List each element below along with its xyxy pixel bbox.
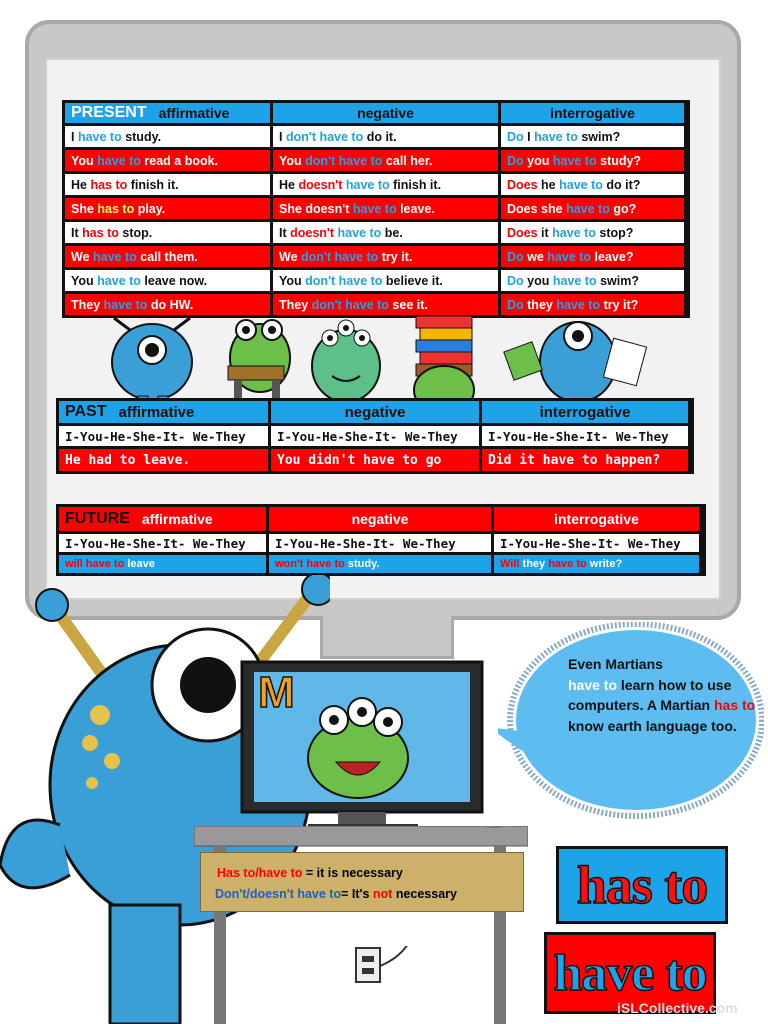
text-segment: he <box>537 177 560 192</box>
present-row-interrogative <box>501 222 684 243</box>
text-segment: you <box>523 273 553 288</box>
text-segment: it <box>511 452 535 468</box>
green-monster-desk-icon <box>228 320 290 408</box>
present-row-interrogative <box>501 174 684 195</box>
text-segment: have to <box>552 273 597 288</box>
text-segment: call them. <box>136 249 198 264</box>
text-segment: don't have to <box>285 129 364 144</box>
text-segment: be. <box>381 225 403 240</box>
text-segment: don't have to <box>305 273 383 288</box>
present-row-interrogative <box>501 198 684 219</box>
text-segment: study? <box>596 153 642 168</box>
future-example-affirmative <box>59 555 266 573</box>
text-segment: have to <box>559 177 603 192</box>
present-table <box>62 100 690 318</box>
text-segment: read a book. <box>140 153 219 168</box>
text-segment: you <box>523 153 553 168</box>
text-segment: play. <box>134 201 166 216</box>
has-to-label: has to <box>556 846 728 924</box>
text-segment: He <box>65 452 81 468</box>
text-segment: have to <box>552 225 596 240</box>
present-row-interrogative <box>501 126 684 147</box>
future-pronouns-row <box>59 534 266 552</box>
text-segment: She <box>71 201 98 216</box>
text-segment: has to <box>90 177 128 192</box>
text-segment: He <box>279 177 299 192</box>
present-row-affirmative <box>65 126 270 147</box>
past-header-affirmative <box>59 401 268 423</box>
text-segment: Does <box>507 225 538 240</box>
text-segment: do HW. <box>147 297 194 312</box>
text-segment: do it? <box>602 177 641 192</box>
present-row-negative <box>273 270 498 291</box>
speech-bubble-text: Even Martians have to learn how to use computers. A Martian has to know earth language too. <box>568 656 756 734</box>
text-segment: Do <box>507 249 524 264</box>
rule-line-1: Has to/have to = it is necessary <box>217 866 403 880</box>
future-header-affirmative <box>59 507 266 531</box>
present-row-affirmative <box>65 198 270 219</box>
present-row-negative <box>273 222 498 243</box>
text-segment: She <box>279 201 306 216</box>
text-segment: don't have to <box>301 249 379 264</box>
computer-screen-letter: M <box>258 668 295 717</box>
text-segment: Do <box>507 273 524 288</box>
future-table <box>56 504 706 576</box>
text-segment: it <box>537 225 553 240</box>
past-example-affirmative <box>59 449 268 471</box>
text-segment: finish it. <box>127 177 179 192</box>
future-pronouns-row <box>269 534 491 552</box>
present-row-affirmative <box>65 270 270 291</box>
text-segment: have to <box>556 297 601 312</box>
text-segment: You <box>279 153 306 168</box>
present-row-interrogative <box>501 150 684 171</box>
future-tense-label: FUTURE <box>65 510 130 527</box>
text-segment: go? <box>609 201 637 216</box>
text-segment: will have to <box>65 558 125 570</box>
text-segment: has to <box>97 201 135 216</box>
text-segment: has to <box>82 225 119 240</box>
text-segment: we <box>523 249 548 264</box>
past-tense-label: PAST <box>65 403 107 420</box>
text-segment: It <box>279 225 291 240</box>
text-segment: We <box>71 249 93 264</box>
present-row-affirmative <box>65 246 270 267</box>
future-header-negative <box>269 507 491 531</box>
text-segment: have to <box>552 153 597 168</box>
text-segment: negative <box>344 403 406 421</box>
future-example-negative <box>269 555 491 573</box>
text-segment: affirmative <box>158 105 230 121</box>
present-tense-label: PRESENT <box>71 104 147 121</box>
present-row-negative <box>273 246 498 267</box>
text-segment: call her. <box>382 153 433 168</box>
text-segment: swim? <box>596 273 639 288</box>
text-segment: Did <box>488 452 512 468</box>
text-segment: We <box>279 249 301 264</box>
future-header-interrogative <box>494 507 699 531</box>
future-example-interrogative <box>494 555 699 573</box>
text-segment: You <box>277 452 301 468</box>
text-segment: don't have to <box>305 153 383 168</box>
text-segment: Do <box>507 153 524 168</box>
text-segment: study. <box>121 129 162 144</box>
present-row-affirmative <box>65 222 270 243</box>
text-segment: doesn't <box>305 201 350 216</box>
past-header-interrogative <box>482 401 688 423</box>
text-segment: do it. <box>363 129 397 144</box>
text-segment: they <box>523 297 557 312</box>
text-segment: You <box>71 153 98 168</box>
text-segment: interrogative <box>554 511 639 527</box>
present-row-interrogative <box>501 270 684 291</box>
text-segment: happen? <box>597 452 661 468</box>
text-segment: I <box>71 129 78 144</box>
text-segment: I-You-He-She-It- We-They <box>277 428 458 444</box>
text-segment: stop? <box>595 225 634 240</box>
text-segment: try it? <box>600 297 639 312</box>
text-segment: study. <box>344 558 380 570</box>
text-segment: They <box>71 297 104 312</box>
past-pronouns-row <box>482 426 688 446</box>
text-segment: won't have to <box>275 558 345 570</box>
text-segment: have to <box>534 452 598 468</box>
text-segment: He <box>71 177 91 192</box>
text-segment: interrogative <box>550 105 635 121</box>
text-segment: have to <box>534 129 578 144</box>
text-segment: You <box>279 273 306 288</box>
three-eyed-monster-icon <box>312 320 380 402</box>
present-row-affirmative <box>65 150 270 171</box>
text-segment: stop. <box>118 225 153 240</box>
text-segment: They <box>279 297 312 312</box>
text-segment: I-You-He-She-It- We-They <box>500 535 681 551</box>
present-row-negative <box>273 198 498 219</box>
text-segment: finish it. <box>389 177 442 192</box>
past-header-negative <box>271 401 479 423</box>
text-segment: negative <box>351 511 409 527</box>
text-segment: doesn't <box>290 225 335 240</box>
present-row-negative <box>273 174 498 195</box>
past-pronouns-row <box>271 426 479 446</box>
text-segment: have to <box>334 225 382 240</box>
text-segment: I <box>523 129 535 144</box>
text-segment: affirmative <box>118 403 195 421</box>
text-segment: doesn't <box>298 177 343 192</box>
blue-monster-icon <box>112 318 192 410</box>
text-segment: affirmative <box>141 511 213 527</box>
text-segment: leave? <box>591 249 634 264</box>
text-segment: I <box>279 129 286 144</box>
text-segment: I-You-He-She-It- We-They <box>65 428 246 444</box>
text-segment: Do <box>507 297 524 312</box>
present-row-affirmative <box>65 174 270 195</box>
text-segment: have to <box>97 153 141 168</box>
power-socket-icon <box>354 946 414 986</box>
present-header-interrogative <box>501 103 684 123</box>
text-segment: go <box>417 452 442 468</box>
text-segment: Do <box>507 129 524 144</box>
text-segment: Does <box>507 177 538 192</box>
text-segment: swim? <box>577 129 621 144</box>
blue-monster-notebook-icon <box>504 322 647 402</box>
text-segment: they <box>519 558 549 570</box>
text-segment: have to <box>548 558 587 570</box>
past-example-interrogative <box>482 449 688 471</box>
rule-line-2: Don't/doesn't have to= It's not necessary <box>215 887 457 901</box>
text-segment: Does <box>507 201 538 216</box>
rule-box <box>200 852 524 912</box>
text-segment: have to <box>547 249 592 264</box>
text-segment: I-You-He-She-It- We-They <box>65 535 246 551</box>
text-segment: see it. <box>388 297 428 312</box>
text-segment: try it. <box>378 249 413 264</box>
text-segment: interrogative <box>539 403 631 421</box>
text-segment: leave now. <box>140 273 208 288</box>
present-row-negative <box>273 126 498 147</box>
future-pronouns-row <box>494 534 699 552</box>
text-segment: You <box>71 273 98 288</box>
text-segment: she <box>537 201 567 216</box>
text-segment: didn't have to <box>300 452 418 468</box>
text-segment: have to <box>77 129 122 144</box>
monitor-stand <box>320 616 454 659</box>
text-segment: had to <box>80 452 136 468</box>
text-segment: I-You-He-She-It- We-They <box>275 535 456 551</box>
text-segment: It <box>71 225 83 240</box>
text-segment: leave <box>124 558 155 570</box>
have-to-label: have to <box>544 932 716 1014</box>
present-header-affirmative <box>65 103 270 123</box>
past-table <box>56 398 694 474</box>
text-segment: leave. <box>135 452 191 468</box>
text-segment: leave. <box>396 201 435 216</box>
text-segment: have to <box>93 249 137 264</box>
text-segment: have to <box>342 177 390 192</box>
text-segment: have to <box>349 201 397 216</box>
present-row-negative <box>273 150 498 171</box>
present-row-interrogative <box>501 246 684 267</box>
text-segment: Will <box>500 558 520 570</box>
text-segment: write? <box>586 558 623 570</box>
text-segment: have to <box>566 201 610 216</box>
watermark-text: iSLCollective.com <box>617 1000 738 1016</box>
text-segment: I-You-He-She-It- We-They <box>488 428 669 444</box>
text-segment: have to <box>97 273 141 288</box>
text-segment: don't have to <box>311 297 389 312</box>
text-segment: have to <box>103 297 148 312</box>
text-segment: believe it. <box>382 273 443 288</box>
present-header-negative <box>273 103 498 123</box>
past-example-negative <box>271 449 479 471</box>
text-segment: negative <box>357 105 414 121</box>
past-pronouns-row <box>59 426 268 446</box>
